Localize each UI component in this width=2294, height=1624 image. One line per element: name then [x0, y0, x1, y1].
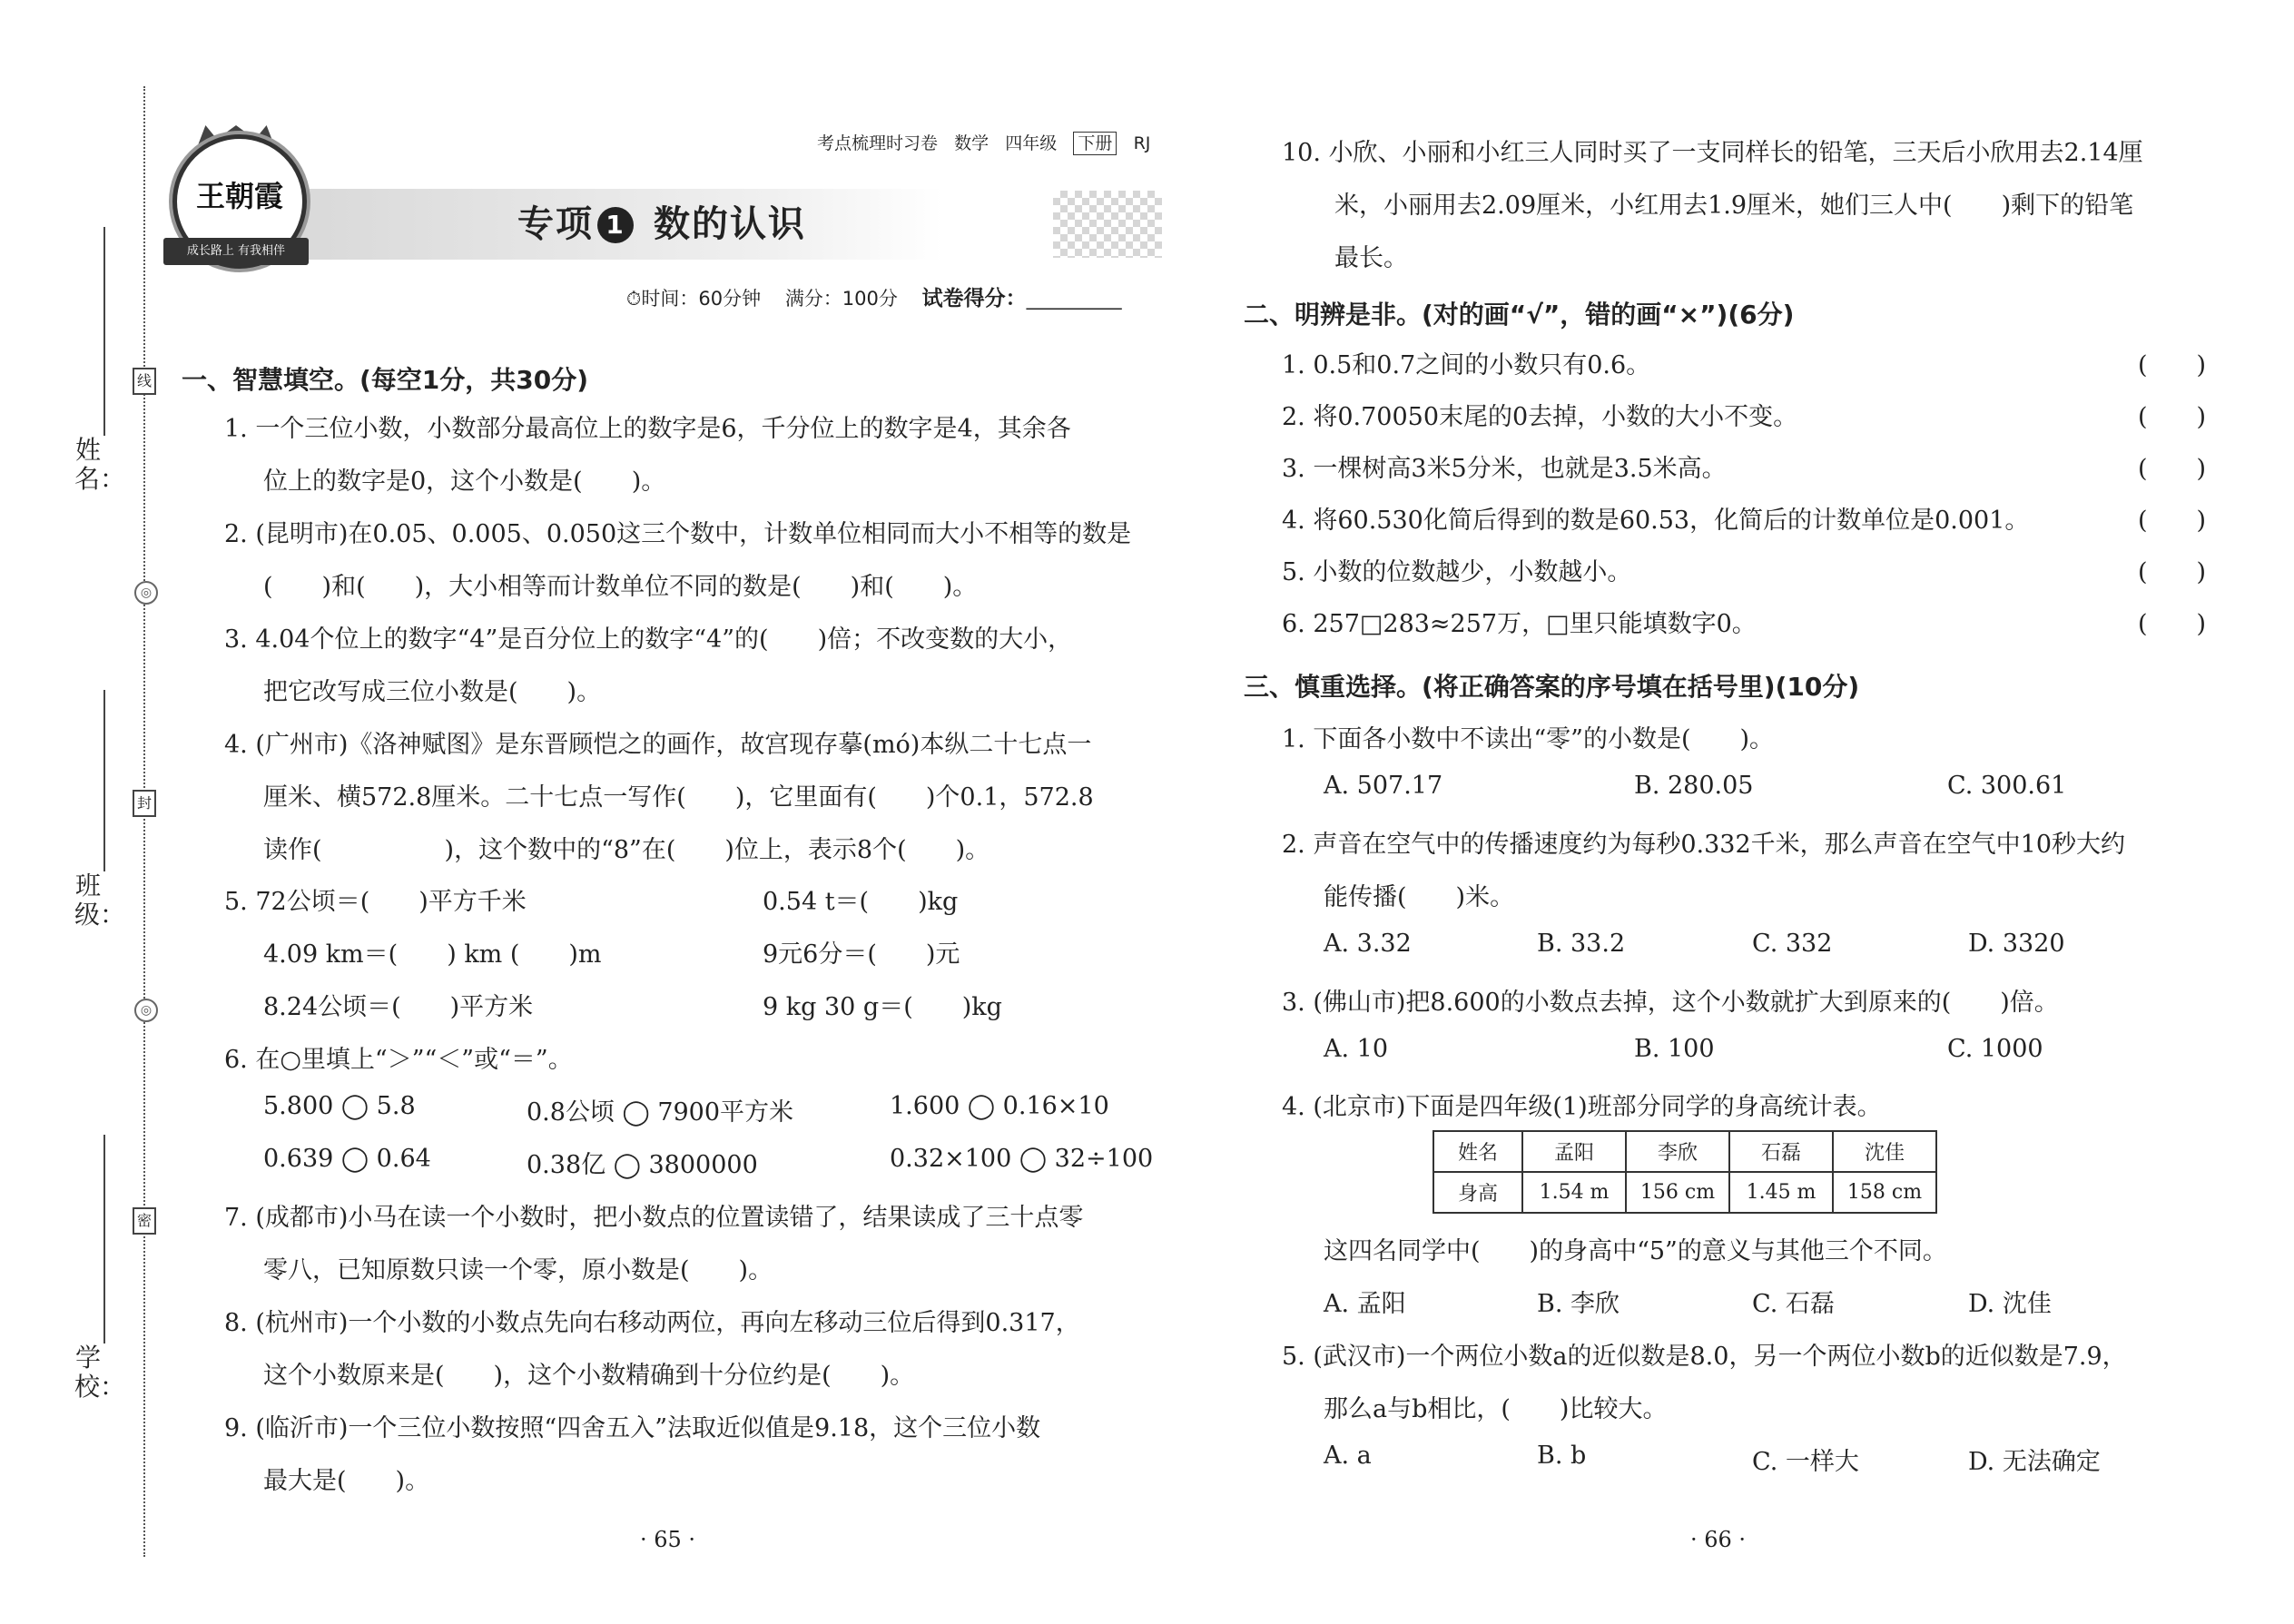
choice-4-question: 这四名同学中( )的身高中“5”的意义与其他三个不同。	[1324, 1237, 1947, 1265]
secret-char: 密	[133, 1207, 156, 1235]
choice-2-option: D. 3320	[1968, 930, 2065, 958]
binding-ring-icon: ◎	[134, 999, 158, 1022]
book-info	[817, 130, 1150, 154]
question-10-line-1: 10. 小欣、小丽和小红三人同时买了一支同样长的铅笔，三天后小欣用去2.14厘	[1282, 139, 2143, 167]
question-3-line-2: 把它改写成三位小数是( )。	[263, 678, 602, 706]
table-header-cell: 李欣	[1626, 1131, 1729, 1172]
school-label: 学校：	[74, 1343, 126, 1402]
choice-1-option: A. 507.17	[1324, 772, 1443, 800]
binding-ring-icon: ◎	[134, 581, 158, 605]
school-blank	[103, 1135, 105, 1343]
table-cell: 158 cm	[1833, 1172, 1936, 1213]
choice-1-option: C. 300.61	[1947, 772, 2067, 800]
question-6-item: 5.800 ◯ 5.8	[263, 1092, 416, 1120]
height-table	[1433, 1130, 1937, 1214]
question-4-line-2: 厘米、横572.8厘米。二十七点一写作( )，它里面有( )个0.1，572.8	[263, 783, 1094, 812]
subject: 数学	[954, 133, 989, 153]
table-header-cell: 孟阳	[1522, 1131, 1626, 1172]
choice-2-line-2: 能传播( )米。	[1324, 883, 1515, 911]
question-1-line-1: 1. 一个三位小数，小数部分最高位上的数字是6，千分位上的数字是4，其余各	[224, 415, 1071, 443]
section-fill-in: 一、智慧填空。(每空1分，共30分)	[182, 365, 589, 395]
question-5-item: 9元6分＝( )元	[763, 940, 960, 969]
table-header-cell: 姓名	[1433, 1131, 1522, 1172]
question-5-item: 4.09 km＝( ) km ( )m	[263, 940, 602, 969]
question-6-item: 0.639 ◯ 0.64	[263, 1145, 431, 1173]
choice-5-option: A. a	[1324, 1442, 1372, 1470]
question-7-line-2: 零八，已知原数只读一个零，原小数是( )。	[263, 1256, 773, 1284]
question-5-item: 8.24公顷＝( )平方米	[263, 993, 534, 1021]
choice-2-line-1: 2. 声音在空气中的传播速度约为每秒0.332千米，那么声音在空气中10秒大约	[1282, 831, 2125, 859]
table-header-cell: 沈佳	[1833, 1131, 1936, 1172]
tf-item: 2. 将0.70050末尾的0去掉，小数的大小不变。	[1282, 403, 1798, 431]
choice-3-option: B. 100	[1634, 1035, 1715, 1063]
table-cell: 1.45 m	[1729, 1172, 1833, 1213]
choice-5-line-1: 5. (武汉市)一个两位小数a的近似数是8.0，另一个两位小数b的近似数是7.9，	[1282, 1343, 2127, 1371]
question-6-item: 0.32×100 ◯ 32÷100	[890, 1145, 1154, 1173]
class-label: 班级：	[74, 871, 126, 930]
binding-dotted-line	[143, 86, 145, 1557]
score-blank: __________	[1026, 288, 1122, 310]
question-9-line-2: 最大是( )。	[263, 1467, 430, 1495]
choice-4-option: A. 孟阳	[1324, 1290, 1406, 1318]
section-choice: 三、慎重选择。(将正确答案的序号填在括号里)(10分)	[1244, 672, 1860, 702]
question-2-line-2: ( )和( )，大小相等而计数单位不同的数是( )和( )。	[263, 573, 978, 601]
question-4-line-1: 4. (广州市)《洛神赋图》是东晋顾恺之的画作，故宫现存摹(mó)本纵二十七点一	[224, 731, 1092, 759]
choice-5-option: D. 无法确定	[1968, 1448, 2101, 1476]
choice-5-option: C. 一样大	[1752, 1448, 1859, 1476]
answer-paren[interactable]: ( )	[2138, 351, 2207, 379]
choice-1-option: B. 280.05	[1634, 772, 1754, 800]
question-6-item: 1.600 ◯ 0.16×10	[890, 1092, 1109, 1120]
table-cell: 156 cm	[1626, 1172, 1729, 1213]
question-5-item: 5. 72公顷＝( )平方千米	[224, 888, 527, 916]
question-5-item: 0.54 t＝( )kg	[763, 888, 959, 916]
topic-title: 数的认识	[654, 203, 806, 245]
answer-paren[interactable]: ( )	[2138, 558, 2207, 586]
choice-2-option: B. 33.2	[1537, 930, 1626, 958]
question-5-item: 9 kg 30 g＝( )kg	[763, 993, 1002, 1021]
question-8-line-2: 这个小数原来是( )，这个小数精确到十分位约是( )。	[263, 1362, 915, 1390]
choice-3-option: A. 10	[1324, 1035, 1389, 1063]
choice-5-line-2: 那么a与b相比，( )比较大。	[1324, 1395, 1668, 1423]
choice-5-option: B. b	[1537, 1442, 1587, 1470]
page-number-right: · 66 ·	[1690, 1527, 1747, 1552]
line-char: 线	[133, 368, 156, 395]
choice-4: 4. (北京市)下面是四年级(1)班部分同学的身高统计表。	[1282, 1093, 1882, 1121]
question-4-line-3: 读作( )，这个数中的“8”在( )位上，表示8个( )。	[263, 836, 990, 864]
question-6-item: 0.38亿 ◯ 3800000	[527, 1151, 758, 1179]
table-cell: 身高	[1433, 1172, 1522, 1213]
choice-4-option: D. 沈佳	[1968, 1290, 2052, 1318]
choice-3: 3. (佛山市)把8.600的小数点去掉，这个小数就扩大到原来的( )倍。	[1282, 989, 2059, 1017]
question-2-line-1: 2. (昆明市)在0.05、0.005、0.050这三个数中，计数单位相同而大小不相等的数是	[224, 520, 1132, 548]
grade: 四年级	[1005, 133, 1058, 153]
question-10-line-3: 最长。	[1334, 244, 1408, 272]
choice-1: 1. 下面各小数中不读出“零”的小数是( )。	[1282, 725, 1775, 753]
answer-paren[interactable]: ( )	[2138, 455, 2207, 483]
section-true-false: 二、明辨是非。(对的画“√”，错的画“×”)(6分)	[1244, 300, 1795, 330]
page-title: 专项 1 数的认识	[517, 203, 806, 245]
exam-info	[626, 281, 1122, 311]
answer-paren[interactable]: ( )	[2138, 610, 2207, 638]
topic-number: 1	[597, 207, 634, 243]
question-6-item: 0.8公顷 ◯ 7900平方米	[527, 1098, 794, 1127]
table-header-cell: 石磊	[1729, 1131, 1833, 1172]
brand-ribbon: 成长路上 有我相伴	[163, 238, 309, 265]
choice-2-option: A. 3.32	[1324, 930, 1412, 958]
question-10-line-2: 米，小丽用去2.09厘米，小红用去1.9厘米，她们三人中( )剩下的铅笔	[1334, 192, 2134, 220]
full-score: 满分：100分	[784, 288, 898, 310]
class-blank	[103, 690, 105, 871]
tf-item: 4. 将60.530化简后得到的数是60.53，化简后的计数单位是0.001。	[1282, 507, 2030, 535]
name-label: 姓名：	[74, 435, 126, 494]
table-row	[1433, 1131, 1936, 1172]
question-1-line-2: 位上的数字是0，这个小数是( )。	[263, 468, 666, 496]
tf-item: 1. 0.5和0.7之间的小数只有0.6。	[1282, 351, 1651, 379]
brand-name: 王朝霞	[195, 179, 283, 213]
answer-paren[interactable]: ( )	[2138, 403, 2207, 431]
question-8-line-1: 8. (杭州市)一个小数的小数点先向右移动两位，再向左移动三位后得到0.317，	[224, 1309, 1080, 1337]
question-7-line-1: 7. (成都市)小马在读一个小数时，把小数点的位置读错了，结果读成了三十点零	[224, 1204, 1084, 1232]
choice-3-option: C. 1000	[1947, 1035, 2043, 1063]
volume: 下册	[1073, 132, 1117, 155]
edition: RJ	[1133, 133, 1151, 153]
name-blank	[103, 227, 105, 436]
page-number-left: · 65 ·	[640, 1527, 696, 1552]
tf-item: 3. 一棵树高3米5分米，也就是3.5米高。	[1282, 455, 1727, 483]
choice-4-option: C. 石磊	[1752, 1290, 1835, 1318]
book-name: 考点梳理时习卷	[817, 133, 939, 153]
answer-paren[interactable]: ( )	[2138, 507, 2207, 535]
tf-item: 6. 257□283≈257万，□里只能填数字0。	[1282, 610, 1757, 638]
table-cell: 1.54 m	[1522, 1172, 1626, 1213]
seal-char: 封	[133, 790, 156, 817]
choice-2-option: C. 332	[1752, 930, 1833, 958]
checker-pattern	[1053, 191, 1162, 258]
tf-item: 5. 小数的位数越少，小数越小。	[1282, 558, 1632, 586]
table-row	[1433, 1172, 1936, 1213]
score-label: 试卷得分：	[921, 287, 1027, 310]
question-9-line-1: 9. (临沂市)一个三位小数按照“四舍五入”法取近似值是9.18，这个三位小数	[224, 1414, 1041, 1442]
question-3-line-1: 3. 4.04个位上的数字“4”是百分位上的数字“4”的( )倍；不改变数的大小，	[224, 625, 1073, 654]
time-limit: ⏱时间：60分钟	[626, 288, 762, 310]
choice-4-option: B. 李欣	[1537, 1290, 1620, 1318]
question-6-title: 6. 在○里填上“＞”“＜”或“＝”。	[224, 1046, 573, 1074]
